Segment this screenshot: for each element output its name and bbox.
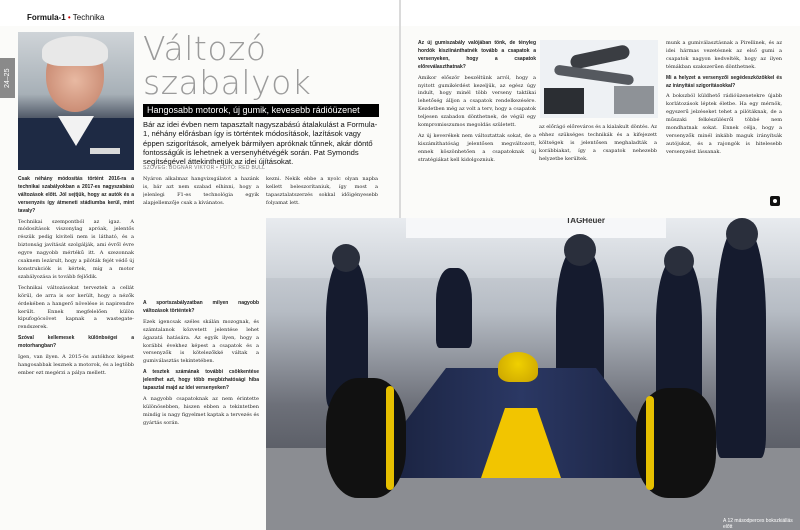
paragraph: Mi a helyzet a versenyzői segédeszközökkel és az irányítási szigorításokkal? (666, 74, 782, 89)
sponsor-logo: TAGHeuer (566, 218, 605, 225)
portrait-photo (18, 32, 134, 170)
exhaust-photo (540, 40, 658, 118)
paragraph: Nyáron alkalmaz hangvizsgálatot a hazánk is, bár azt nem szabad elhinni, hogy a jelenlegi F1-es technológia egyik alapjellemzője csak a kívánatos. (143, 176, 259, 206)
article-headline (143, 29, 312, 102)
paragraph: A nagyobb csapatoknak az nem érintette különösebben, hiszen ebben a tekintetben mindig is nagy figyelmet kaptak a tervezés és gyártás során. (143, 395, 259, 426)
page-numbers: 24–25 (0, 58, 15, 98)
paragraph: A sportszabályzatban milyen nagyobb változások történtek? (143, 300, 259, 314)
subheadline: Hangosabb motorok, új gumik, kevesebb rádióüzenet (143, 104, 379, 117)
text-column-3 (266, 176, 378, 216)
paragraph: Technikai szempontból az igaz. A módosítások viszonylag apróak, jelentős részük pedig kiviteli nem is látható, és a biztonság javítását szolgálják, ami évről évre egyre nagyobb mértékű itt. A szezonnak csaknem lezárult, hogy a pilóták fejét védő új konstrukciók is kértek, míg a motor szabályozása is tovább fejlődik. (18, 218, 134, 280)
paragraph: A bokszból küldhető rádióüzenetekre újabb korlátozások léptek életbe. Ha egy mérnök, egyszerű jelzéseket tehet a pilótáknak, de a műszaki felkészülésről többé nem mondhatnak sokat. Ennek célja, hogy a versenyzők minél inkább maguk irányítsák autójukat, és a rajongók is hitelesebb versenyzést lássanak. (666, 93, 782, 155)
headline-line2: szabalyok (143, 63, 312, 102)
paragraph: Csak néhány módosítás történt 2016-ra a technikai szabályokban a 2017-es nagyszabású változások előtt. Jól sejtjük, hogy az autók és a versenyzés így átmeneti stádiumba kerül, mint tavaly? (18, 176, 134, 214)
photo-caption: A 12 másodperces bokszkiállás előtt (723, 518, 793, 530)
paragraph: Ezek igencsak széles skálán mozognak, és számtalanok közvetett jelentése lehet ágazatá hatására. Az egyik ilyen, hogy a korábbi évekhez képest a csapatok és a versenyzők is kötelezőkké váltak a gumiválasztás tekintetében. (143, 318, 259, 365)
paragraph: Az új gumiszabály valójában tönk, de tényleg hordók kisziinánthatnék tovább a csapatok a versenyeken, hogy a csapatok előreválaszthatnak? (418, 40, 536, 70)
text-column-1 (18, 176, 134, 530)
paragraph: Technikai változásokat terveztek a cellát körül, de arra is sor került, hogy a nézők érdekében a hangerő növelése is napirendre került. Ennek megfelelően külön kipufogócsövet kapnak a wastegate-rendszerek. (18, 284, 134, 331)
subsection-name: Technika (72, 13, 105, 22)
text-column-2 (143, 176, 259, 296)
article-credit: SZÖVEG: BOGNÁR VIKTOR • FOTÓ: RED BULL (143, 165, 266, 171)
text-column-5 (666, 40, 782, 212)
paragraph: kezni. Nekik ebbe a nyolc olyan napba kellett beleszorítaniuk, így most a tapasztalatszerzés sokkal időigényesebb folyamat lett. (266, 176, 378, 206)
headline-line1: Változó (143, 29, 267, 68)
section-title (27, 13, 104, 22)
paragraph: A tesztek számának további csökkentése jelenthet azt, hogy több megbízhatósági hiba tapasztal majd az idei versenyeken? (143, 369, 259, 392)
article-lede: Bár az idei évben nem tapasztalt nagyszabású átalakulást a Formula-1, néhány előrásban így is történtek módosítások, lazítások vagy éppen szigorítások, amelyek bármilyen apróknak tűnnek, akár döntő fontosságúk is lehetnek a versenyhétvégék során. Pat Symonds segítségével áttekinthetjük az idei újításokat. (143, 120, 378, 167)
paragraph: Amikor először beszéltünk arról, hogy a nyitott gumikérdést kezeljük, az egész úgy indult, hogy minél több verseny taktikai lehetőség álljon a csapatok rendelkezésére. Kezdetben még az volt a terv, hogy a csapatok teljesen szabadon dönthetnek, de végül egy kompromisszumos megoldás született. (418, 74, 536, 129)
end-mark-icon (770, 196, 780, 206)
text-column-4b (539, 124, 657, 220)
paragraph: Az új keverékek nem változtattak sokat, de a kiszámíthatóság jelentősen megváltozott, ennek köszönhetően a csapatoknak új stratégiákat kell kidolgozniuk. (418, 132, 536, 163)
separator: • (67, 13, 71, 22)
pitstop-photo (266, 218, 800, 530)
paragraph: munk a gumiválasztásnak a Pirellinek, és az idei hármas vezetésnek az első gumi a csapatok nagyon kedvelték, hogy az ilyen témákban szakszerűen dönthetnek. (666, 40, 782, 70)
paragraph: Igen, van ilyen. A 2015-ös autókhoz képest hangosabbak lesznek a motorok, és a legtöbb ember ezt megérzi a pálya mellett. (18, 354, 134, 376)
paragraph: Szóval kellemesek különbségei a motorhangban? (18, 335, 134, 350)
race-car (306, 308, 726, 498)
text-column-2b (143, 300, 259, 530)
helmet-icon (498, 352, 538, 382)
paragraph: az előrágó előreváros és a kialakult döntés. Az ehhez szükséges technikák és a kifejezett költségek is jelentősen meghaladták a korábbiakat, így a csapatok nehezebb helyzetbe kerültek. (539, 124, 657, 162)
text-column-4 (418, 40, 536, 220)
section-name: Formula-1 (27, 13, 66, 22)
